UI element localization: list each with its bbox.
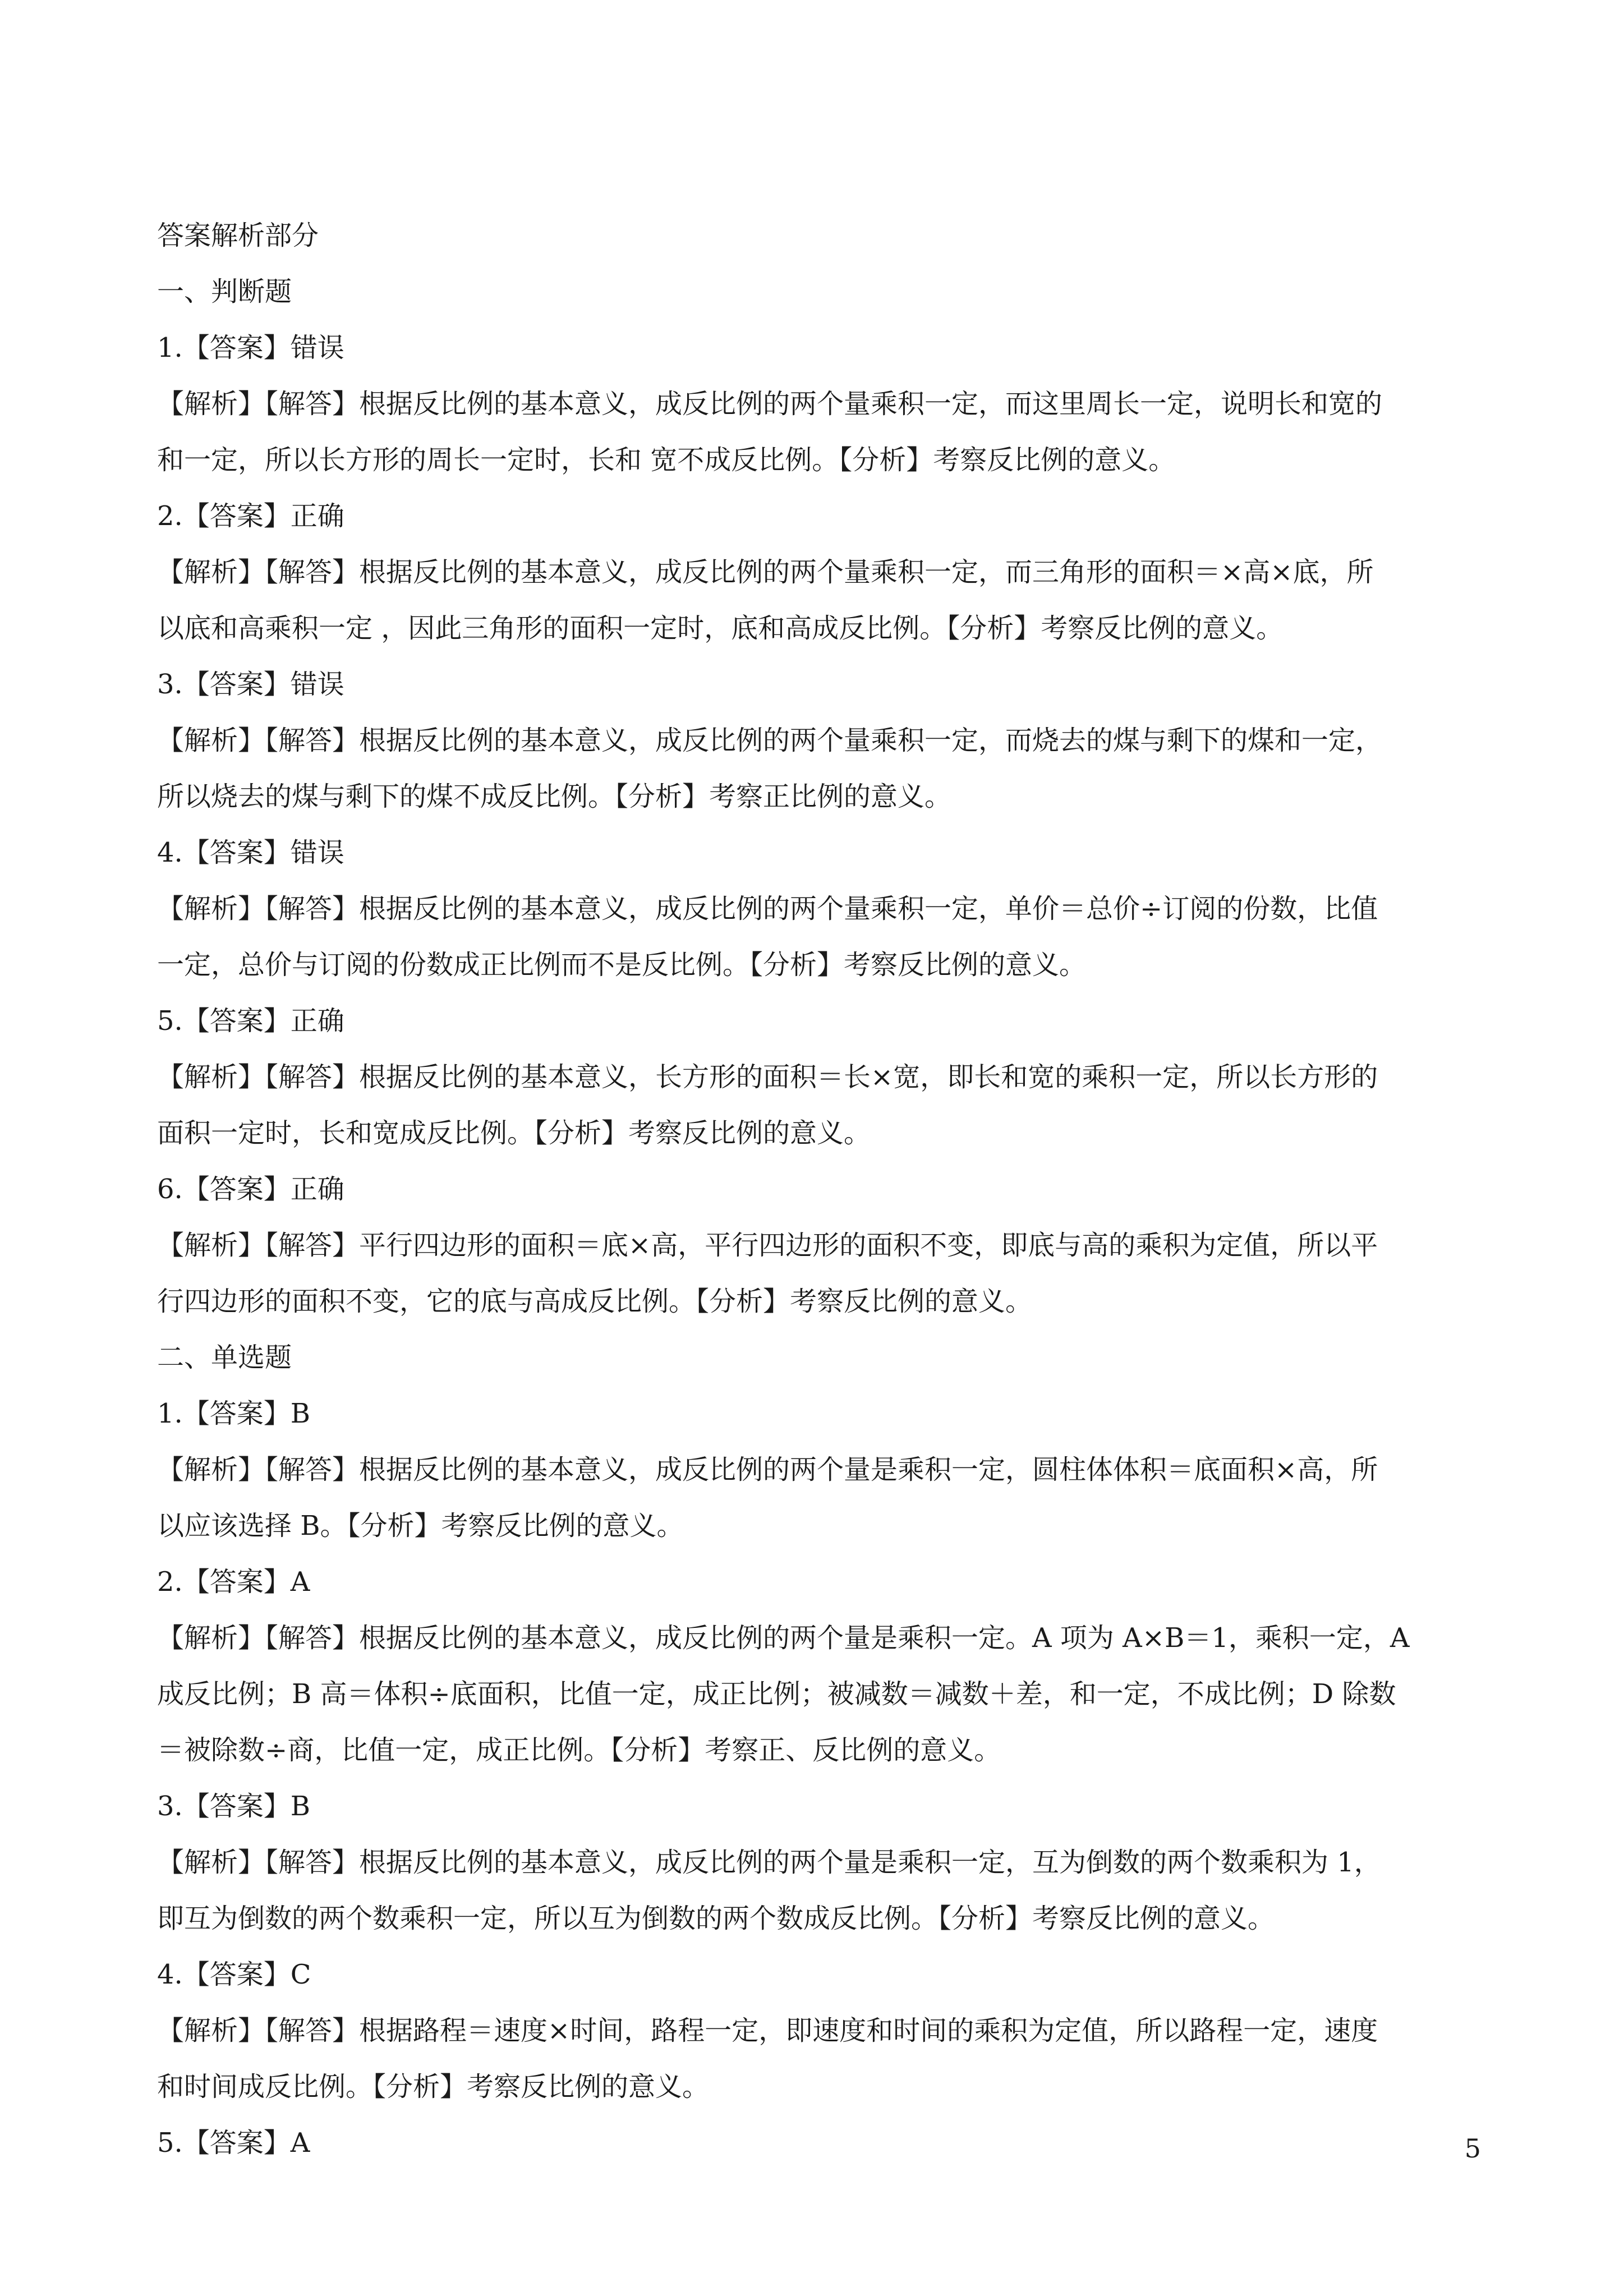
text-line: 答案解析部分 — [157, 220, 319, 251]
text-line: 成反比例；B 高＝体积÷底面积，比值一定，成正比例；被减数＝减数＋差，和一定，不成比例；D 除数 — [157, 1678, 1396, 1710]
text-line: ＝被除数÷商，比值一定，成正比例。【分析】考察正、反比例的意义。 — [157, 1734, 1001, 1766]
text-line: 5.【答案】正确 — [157, 1005, 344, 1037]
answer-explanation-section — [157, 208, 1475, 2171]
text-line: 面积一定时，长和宽成反比例。【分析】考察反比例的意义。 — [157, 1117, 871, 1149]
text-line: 【解析】【解答】根据反比例的基本意义，成反比例的两个量乘积一定，单价＝总价÷订阅的份数，比值 — [157, 893, 1378, 924]
text-line: 即互为倒数的两个数乘积一定，所以互为倒数的两个数成反比例。【分析】考察反比例的意义。 — [157, 1903, 1275, 1934]
text-line: 【解析】【解答】根据反比例的基本意义，成反比例的两个量是乘积一定，圆柱体体积＝底面积×高，所 — [157, 1454, 1378, 1485]
text-line: 【解析】【解答】根据反比例的基本意义，成反比例的两个量是乘积一定。A 项为 A×B＝1，乘积一定，A — [157, 1622, 1410, 1654]
text-line: 以应该选择 B。【分析】考察反比例的意义。 — [157, 1510, 684, 1542]
text-line: 1.【答案】错误 — [157, 332, 344, 364]
page-number: 5 — [1464, 2133, 1481, 2164]
text-line: 4.【答案】错误 — [157, 837, 344, 868]
text-line: 和一定，所以长方形的周长一定时，长和 宽不成反比例。【分析】考察反比例的意义。 — [157, 444, 1176, 476]
text-line: 二、单选题 — [157, 1342, 292, 1373]
text-line: 行四边形的面积不变，它的底与高成反比例。【分析】考察反比例的意义。 — [157, 1286, 1033, 1317]
text-line: 【解析】【解答】平行四边形的面积＝底×高，平行四边形的面积不变，即底与高的乘积为定值，所以平 — [157, 1230, 1378, 1261]
text-line: 2.【答案】正确 — [157, 500, 344, 532]
text-line: 5.【答案】A — [157, 2127, 310, 2159]
text-line: 6.【答案】正确 — [157, 1174, 344, 1205]
text-line: 【解析】【解答】根据路程＝速度×时间，路程一定，即速度和时间的乘积为定值，所以路程一定，速度 — [157, 2015, 1378, 2046]
text-line: 2.【答案】A — [157, 1566, 310, 1598]
text-line: 和时间成反比例。【分析】考察反比例的意义。 — [157, 2071, 710, 2102]
text-line: 一定，总价与订阅的份数成正比例而不是反比例。【分析】考察反比例的意义。 — [157, 949, 1087, 981]
text-line: 以底和高乘积一定 ，因此三角形的面积一定时，底和高成反比例。【分析】考察反比例的意义。 — [157, 613, 1283, 644]
text-line: 【解析】【解答】根据反比例的基本意义，成反比例的两个量乘积一定，而这里周长一定，说明长和宽的 — [157, 388, 1383, 420]
text-line: 【解析】【解答】根据反比例的基本意义，成反比例的两个量是乘积一定，互为倒数的两个数乘积为 1， — [157, 1847, 1381, 1878]
text-line: 3.【答案】错误 — [157, 669, 344, 700]
text-line: 一、判断题 — [157, 276, 292, 307]
text-line: 4.【答案】C — [157, 1959, 311, 1990]
text-line: 【解析】【解答】根据反比例的基本意义，长方形的面积＝长×宽，即长和宽的乘积一定，所以长方形的 — [157, 1061, 1378, 1093]
text-line: 【解析】【解答】根据反比例的基本意义，成反比例的两个量乘积一定，而三角形的面积＝×高×底，所 — [157, 556, 1374, 588]
text-line: 所以烧去的煤与剩下的煤不成反比例。【分析】考察正比例的意义。 — [157, 781, 952, 812]
text-line: 1.【答案】B — [157, 1398, 311, 1429]
text-line: 【解析】【解答】根据反比例的基本意义，成反比例的两个量乘积一定，而烧去的煤与剩下的煤和一定， — [157, 725, 1383, 756]
text-line: 3.【答案】B — [157, 1791, 311, 1822]
